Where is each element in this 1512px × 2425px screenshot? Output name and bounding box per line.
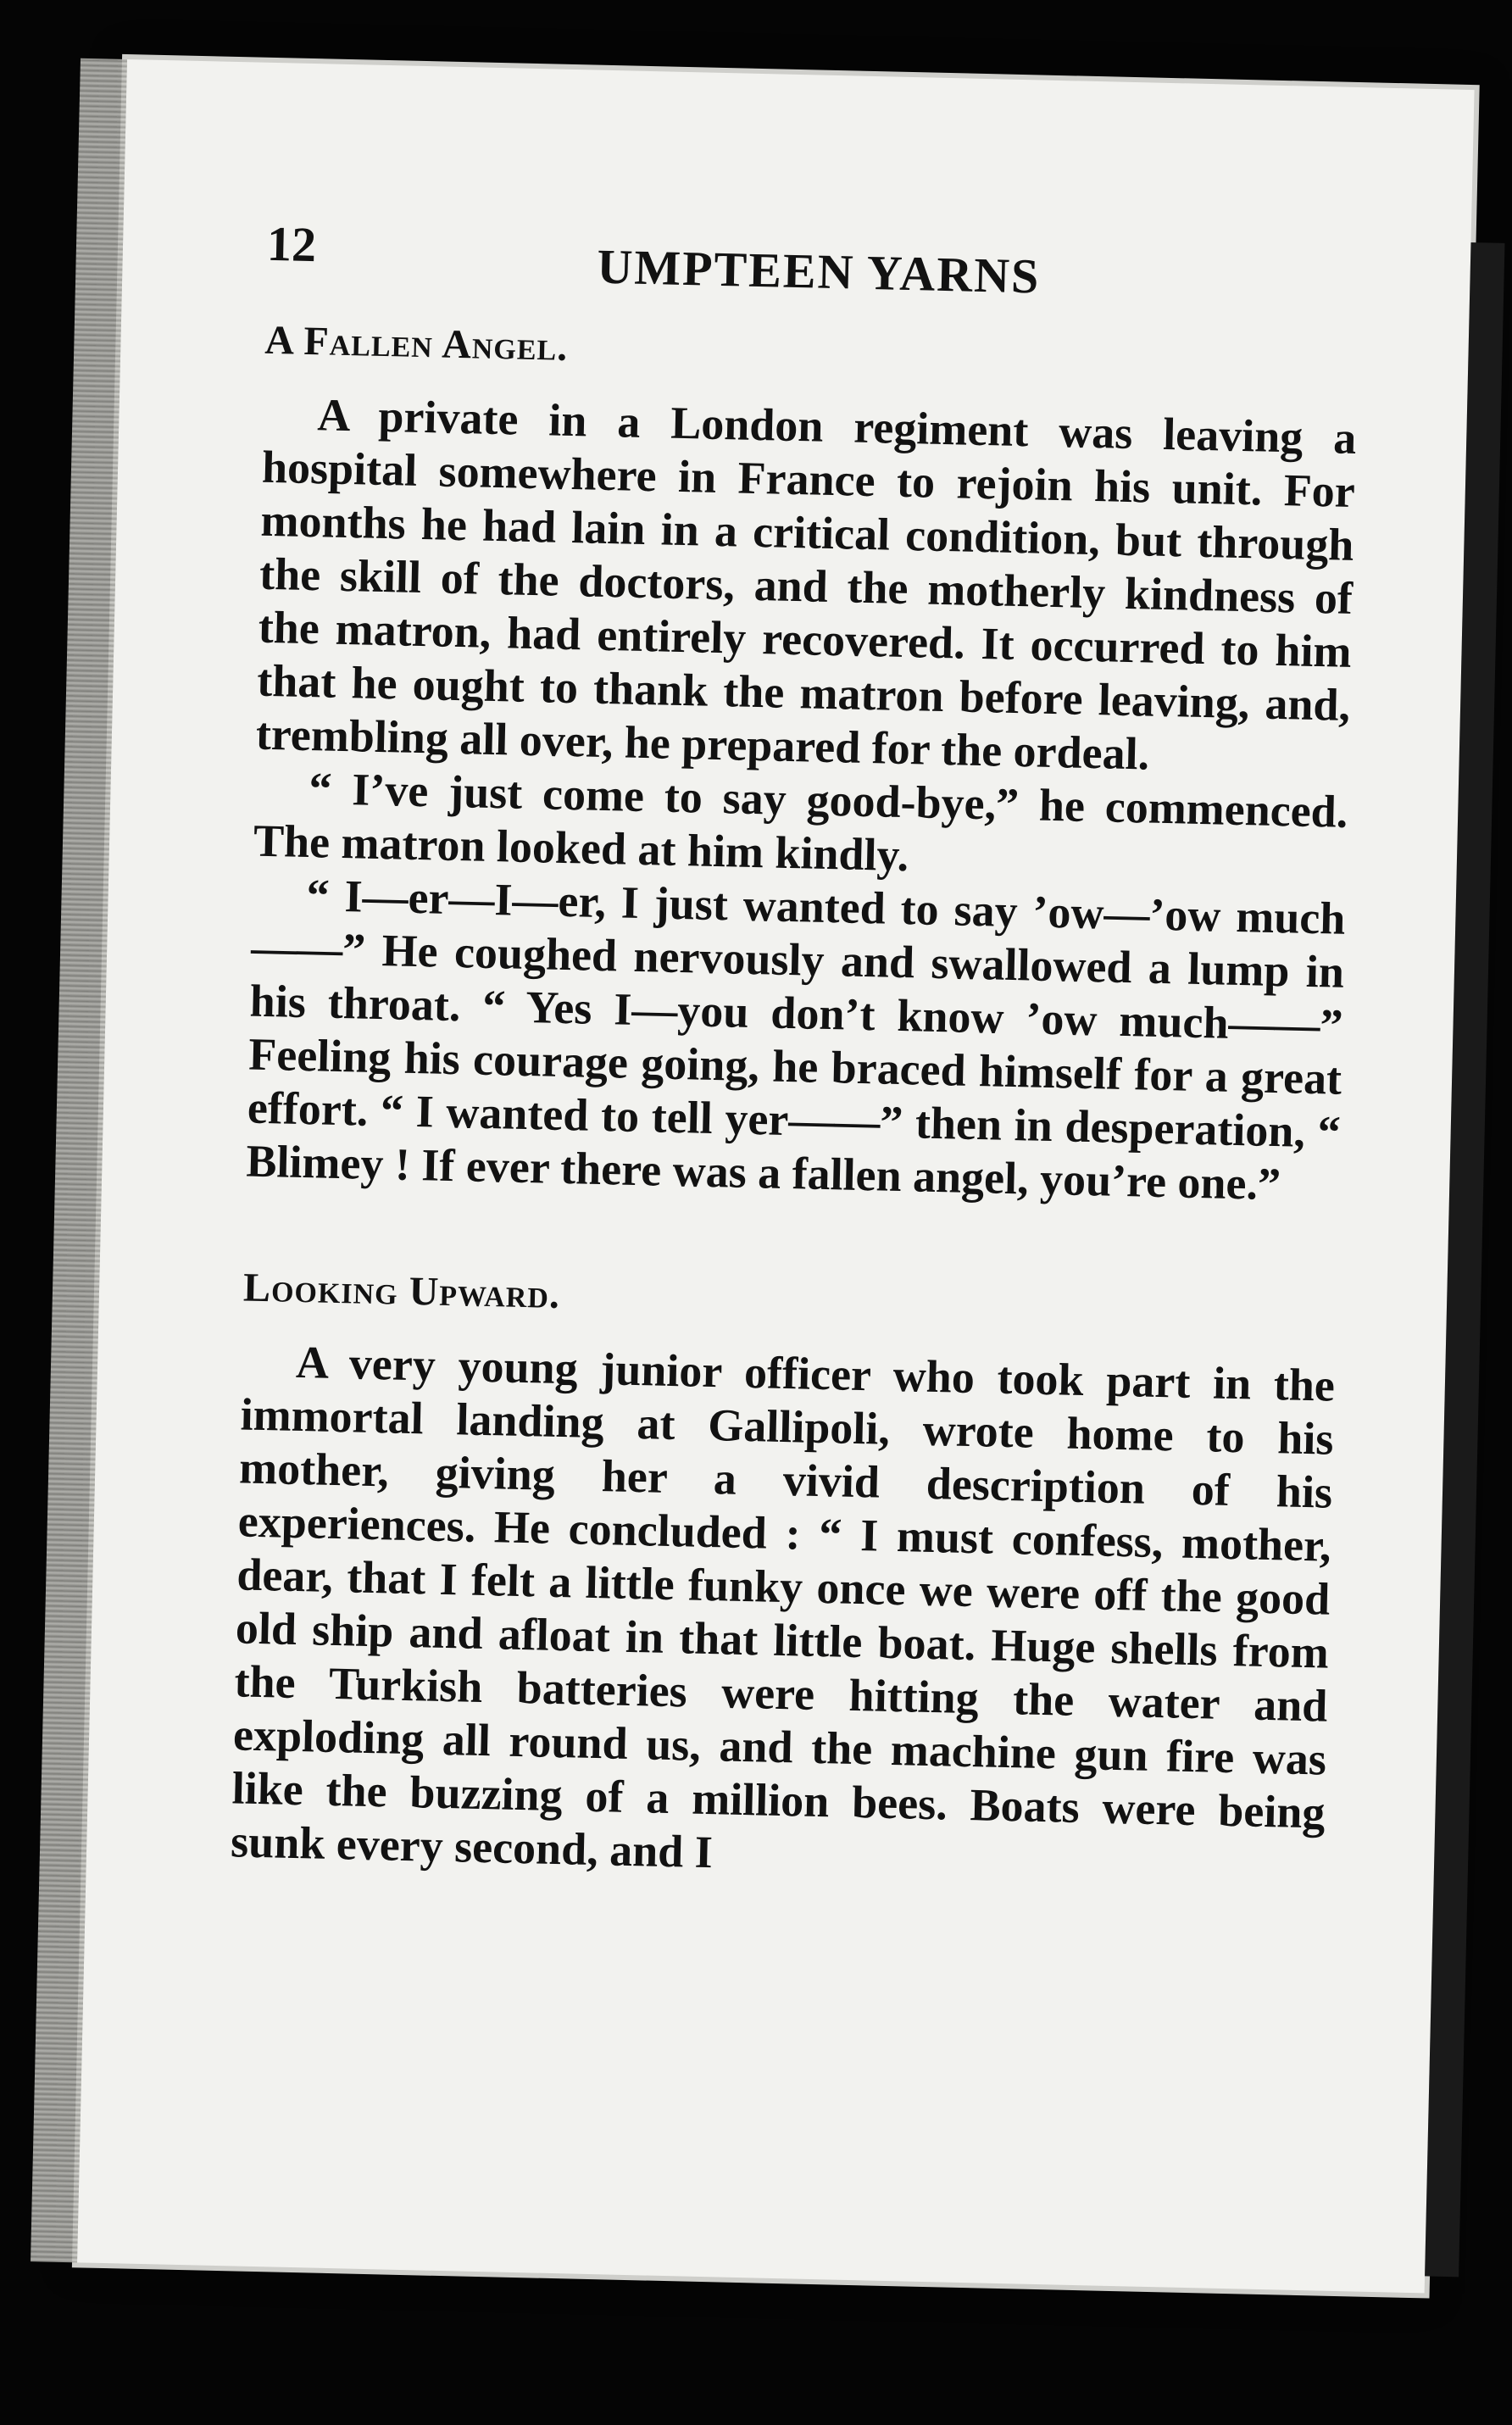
paragraph: “ I’ve just come to say good-bye,” he commenced. The matron looked at him kindly. <box>253 763 1348 882</box>
story-heading: Looking Upward. <box>242 1265 561 1317</box>
page-content <box>231 215 1361 1894</box>
book-title: UMPTEEN YARNS <box>596 238 1042 304</box>
story-heading: A Fallen Angel. <box>264 317 569 370</box>
story-a-fallen-angel <box>246 317 1359 1213</box>
story-looking-upward <box>231 1264 1337 1893</box>
paragraph: A private in a London regiment was leaving a hospital somewhere in France to rejoin his unit. For months he had lain in a critical condition, but through the skill of the doctors, and the motherly kindness of the matron, had entirely recovered. It occurred to him that he ought to thank the matron before leaving, and, trembling all over, he prepared for the ordeal. <box>255 389 1357 780</box>
paragraph: A very young junior officer who took part in the immortal landing at Gallipoli, wrote home to his mother, giving her a vivid description of his experiences. He concluded : “ I must confess, mother, dear, that I felt a little funky once we were off the good old ship and afloat in that little boat. Huge shells from the Turkish batteries were hitting the water and exploding all round us, and the machine gun fire was like the buzzing of a million bees. Boats were being sunk every second, and I <box>230 1336 1336 1878</box>
book-page <box>77 59 1475 2293</box>
running-head <box>266 215 1360 308</box>
paragraph: “ I—er—I—er, I just wanted to say ’ow—’ow much——” He coughed nervously and swallowed a lump in his throat. “ Yes I—you don’t know ’ow much——” Feeling his courage going, he braced himself for a great effort. “ I wanted to tell yer——” then in desperation, “ Blimey ! If ever there was a fallen angel, you’re one.” <box>245 870 1347 1210</box>
page-number: 12 <box>266 215 317 273</box>
